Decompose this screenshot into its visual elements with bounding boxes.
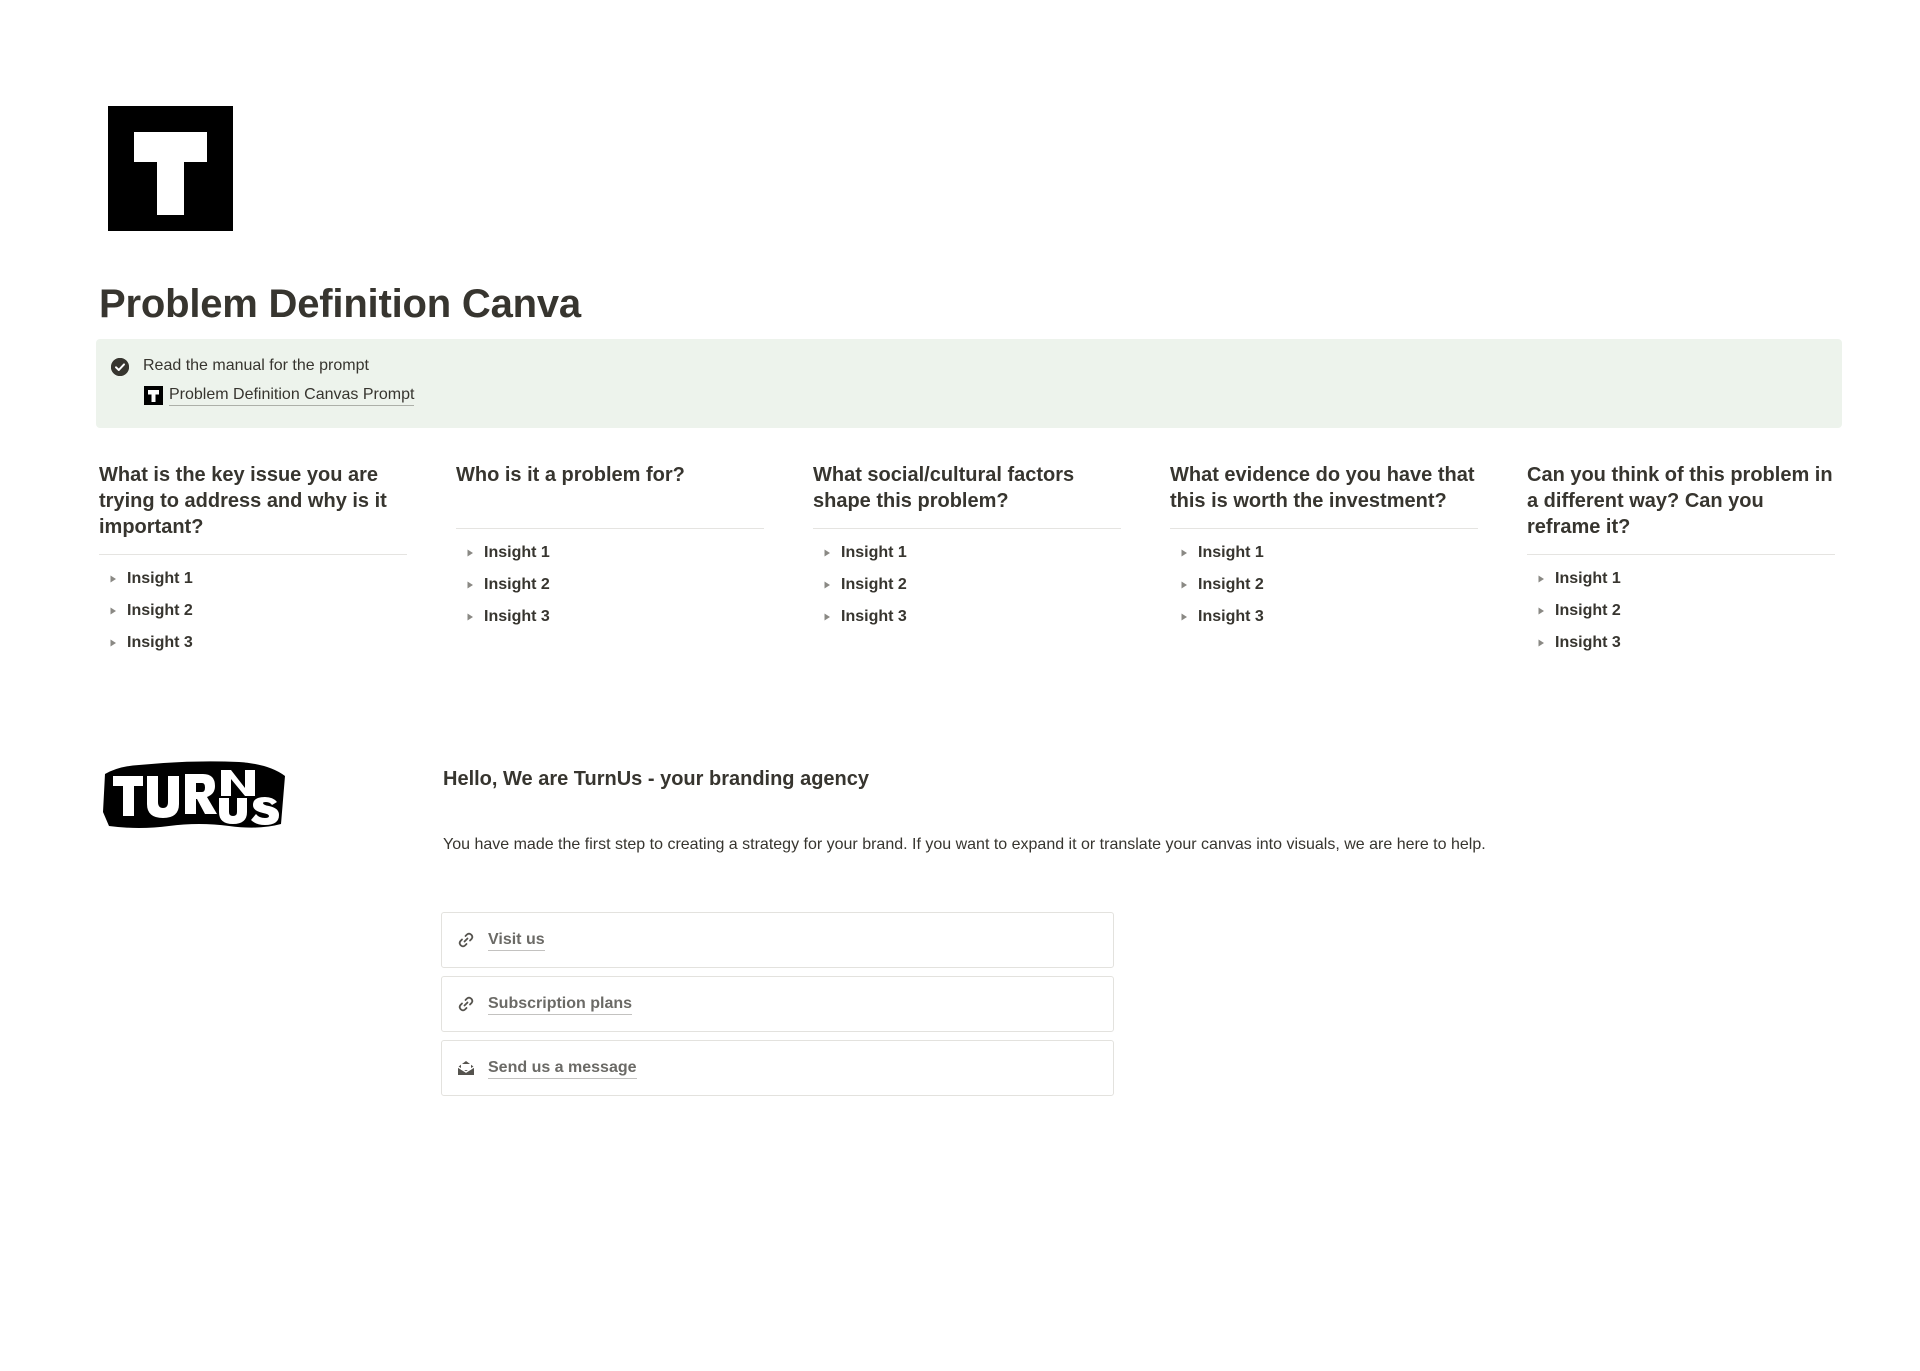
column-reframe xyxy=(1527,462,1835,659)
visit-us-label: Visit us xyxy=(488,930,545,951)
column-heading[interactable]: What social/cultural factors shape this problem? xyxy=(813,464,1075,512)
insight-toggle[interactable] xyxy=(1170,601,1478,633)
insight-label: Insight 3 xyxy=(127,634,193,651)
check-circle-icon xyxy=(111,358,129,376)
insight-toggle[interactable] xyxy=(813,601,1121,633)
toggle-triangle-icon[interactable] xyxy=(1170,548,1198,558)
manual-page-link[interactable] xyxy=(144,385,414,406)
turnus-wordmark-logo xyxy=(99,752,289,832)
column-divider xyxy=(99,554,407,555)
insight-label: Insight 2 xyxy=(841,576,907,593)
agency-intro-text: You have made the first step to creating a strategy for your brand. If you want to expand it or translate your canvas into visuals, we are here to help. xyxy=(443,836,1486,853)
insight-toggle[interactable] xyxy=(1527,627,1835,659)
insight-toggle[interactable] xyxy=(1170,569,1478,601)
toggle-triangle-icon[interactable] xyxy=(813,580,841,590)
toggle-triangle-icon[interactable] xyxy=(1527,606,1555,616)
insight-list xyxy=(99,563,407,659)
column-heading[interactable]: What is the key issue you are trying to address and why is it important? xyxy=(99,464,387,538)
insight-label: Insight 2 xyxy=(1198,576,1264,593)
column-divider xyxy=(813,528,1121,529)
manual-callout xyxy=(96,339,1842,428)
column-heading[interactable]: Who is it a problem for? xyxy=(456,464,685,486)
send-message-link[interactable] xyxy=(441,1040,1114,1096)
insight-label: Insight 1 xyxy=(1198,544,1264,561)
insight-toggle[interactable] xyxy=(1527,595,1835,627)
insight-toggle[interactable] xyxy=(1527,563,1835,595)
insight-list xyxy=(1170,537,1478,633)
visit-us-link[interactable] xyxy=(441,912,1114,968)
link-icon xyxy=(456,930,476,950)
agency-heading[interactable]: Hello, We are TurnUs - your branding agency xyxy=(443,768,870,790)
insight-toggle[interactable] xyxy=(99,563,407,595)
insight-toggle[interactable] xyxy=(456,569,764,601)
toggle-triangle-icon[interactable] xyxy=(99,606,127,616)
toggle-triangle-icon[interactable] xyxy=(456,548,484,558)
insight-toggle[interactable] xyxy=(813,537,1121,569)
insight-label: Insight 3 xyxy=(1555,634,1621,651)
toggle-triangle-icon[interactable] xyxy=(1170,612,1198,622)
insight-label: Insight 3 xyxy=(1198,608,1264,625)
subscription-plans-link[interactable] xyxy=(441,976,1114,1032)
agency-links xyxy=(441,912,1114,1104)
toggle-triangle-icon[interactable] xyxy=(456,580,484,590)
column-divider xyxy=(456,528,764,529)
insight-list xyxy=(813,537,1121,633)
column-divider xyxy=(1527,554,1835,555)
insight-toggle[interactable] xyxy=(1170,537,1478,569)
insight-label: Insight 1 xyxy=(841,544,907,561)
insight-toggle[interactable] xyxy=(456,601,764,633)
toggle-triangle-icon[interactable] xyxy=(99,574,127,584)
column-evidence xyxy=(1170,462,1478,633)
toggle-triangle-icon[interactable] xyxy=(456,612,484,622)
page-logo-icon[interactable] xyxy=(108,106,233,231)
mail-open-icon xyxy=(456,1058,476,1078)
insight-toggle[interactable] xyxy=(99,595,407,627)
column-social-factors xyxy=(813,462,1121,633)
insight-list xyxy=(1527,563,1835,659)
turnus-t-logo-icon xyxy=(144,386,163,405)
send-message-label: Send us a message xyxy=(488,1058,637,1079)
column-key-issue xyxy=(99,462,407,659)
toggle-triangle-icon[interactable] xyxy=(813,612,841,622)
column-heading[interactable]: What evidence do you have that this is worth the investment? xyxy=(1170,464,1475,512)
insight-label: Insight 2 xyxy=(484,576,550,593)
insight-label: Insight 2 xyxy=(1555,602,1621,619)
manual-page-link-label: Problem Definition Canvas Prompt xyxy=(169,385,414,406)
subscription-plans-label: Subscription plans xyxy=(488,994,632,1015)
insight-toggle[interactable] xyxy=(456,537,764,569)
insight-list xyxy=(456,537,764,633)
toggle-triangle-icon[interactable] xyxy=(1527,638,1555,648)
column-heading[interactable]: Can you think of this problem in a different way? Can you reframe it? xyxy=(1527,464,1833,538)
insight-label: Insight 1 xyxy=(127,570,193,587)
page-title[interactable]: Problem Definition Canva xyxy=(99,282,581,326)
toggle-triangle-icon[interactable] xyxy=(1170,580,1198,590)
toggle-triangle-icon[interactable] xyxy=(1527,574,1555,584)
insight-toggle[interactable] xyxy=(813,569,1121,601)
insight-label: Insight 3 xyxy=(841,608,907,625)
toggle-triangle-icon[interactable] xyxy=(813,548,841,558)
insight-label: Insight 2 xyxy=(127,602,193,619)
column-who xyxy=(456,462,764,633)
insight-label: Insight 1 xyxy=(484,544,550,561)
callout-text: Read the manual for the prompt xyxy=(143,357,369,374)
toggle-triangle-icon[interactable] xyxy=(99,638,127,648)
insight-label: Insight 1 xyxy=(1555,570,1621,587)
insight-toggle[interactable] xyxy=(99,627,407,659)
insight-label: Insight 3 xyxy=(484,608,550,625)
link-icon xyxy=(456,994,476,1014)
column-divider xyxy=(1170,528,1478,529)
